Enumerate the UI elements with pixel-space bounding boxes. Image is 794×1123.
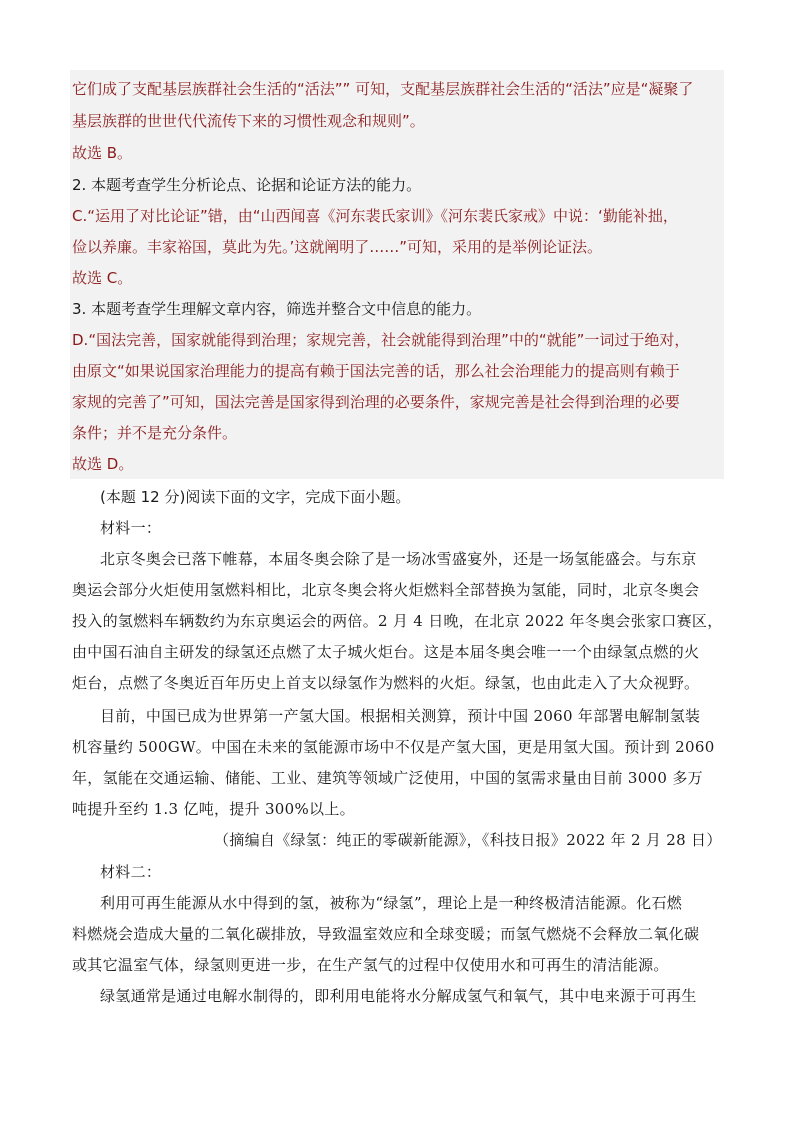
paragraph-line: 炬台，点燃了冬奥近百年历史上首支以绿氢作为燃料的火炬。绿氢，也由此走入了大众视野。 xyxy=(72,674,700,692)
material-two-label: 材料二： xyxy=(100,863,162,881)
paragraph-line: 或其它温室气体，绿氢则更进一步，在生产氢气的过程中仅使用水和可再生的清洁能源。 xyxy=(72,956,669,974)
answer-line: 俭以养廉。丰家裕国，莫此为先。’这就阐明了……”可知，采用的是举例论证法。 xyxy=(72,238,603,256)
paragraph-line: 机容量约 500GW。中国在未来的氢能源市场中不仅是产氢大国，更是用氢大国。预计到 2060 xyxy=(72,738,715,756)
answer-line: C.“运用了对比论证”错，由“山西闻喜《河东裴氏家训》《河东裴氏家戒》中说：‘勤能补拙， xyxy=(72,207,678,225)
answer-line: 故选 C。 xyxy=(72,269,133,287)
answer-line: 故选 D。 xyxy=(72,455,134,473)
answer-line: 家规的完善了”可知，国法完善是国家得到治理的必要条件，家规完善是社会得到治理的必要 xyxy=(72,393,680,411)
answer-line: 故选 B。 xyxy=(72,144,133,162)
question-analysis-heading: 3. 本题考查学生理解文章内容，筛选并整合文中信息的能力。 xyxy=(72,300,482,318)
paragraph-line: 料燃烧会造成大量的二氧化碳排放，导致温室效应和全球变暖；而氢气燃烧不会释放二氧化碳 xyxy=(72,925,700,943)
paragraph-line: 绿氢通常是通过电解水制得的，即利用电能将水分解成氢气和氧气，其中电来源于可再生 xyxy=(100,987,697,1005)
paragraph-line: 吨提升至约 1.3 亿吨，提升 300%以上。 xyxy=(72,800,355,818)
paragraph-line: 目前，中国已成为世界第一产氢大国。根据相关测算，预计中国 2060 年部署电解制氢装 xyxy=(100,707,701,725)
paragraph-line: 由中国石油自主研发的绿氢还点燃了太子城火炬台。这是本届冬奥会唯一一个由绿氢点燃的火 xyxy=(72,643,700,661)
answer-line: 条件；并不是充分条件。 xyxy=(72,424,238,442)
question-analysis-heading: 2. 本题考查学生分析论点、论据和论证方法的能力。 xyxy=(72,176,422,194)
answer-line: 它们成了支配基层族群社会生活的“活法”” 可知，支配基层族群社会生活的“活法”应是“凝聚了 xyxy=(72,80,694,98)
paragraph-line: 投入的氢燃料车辆数约为东京奥运会的两倍。2 月 4 日晚，在北京 2022 年冬奥会张家口赛区， xyxy=(72,612,723,630)
paragraph-line: 北京冬奥会已落下帷幕，本届冬奥会除了是一场冰雪盛宴外，还是一场氢能盛会。与东京 xyxy=(100,550,697,568)
answer-line: 基层族群的世世代代流传下来的习惯性观念和规则”。 xyxy=(72,112,425,130)
answer-line: D.“国法完善，国家就能得到治理；家规完善，社会就能得到治理”中的“就能”一词过于绝对， xyxy=(72,331,690,349)
paragraph-line: 奥运会部分火炬使用氢燃料相比，北京冬奥会将火炬燃料全部替换为氢能，同时，北京冬奥会 xyxy=(72,581,700,599)
answer-explanation-box xyxy=(70,70,724,479)
paragraph-line: 利用可再生能源从水中得到的氢，被称为“绿氢”，理论上是一种终极清洁能源。化石燃 xyxy=(100,894,683,912)
material-one-label: 材料一： xyxy=(100,519,162,537)
paragraph-line: 年，氢能在交通运输、储能、工业、建筑等领域广泛使用，中国的氢需求量由目前 3000 多万 xyxy=(72,769,703,787)
source-citation: （摘编自《绿氢：纯正的零碳新能源》，《科技日报》2022 年 2 月 28 日） xyxy=(214,831,722,849)
question-intro: (本题 12 分)阅读下面的文字，完成下面小题。 xyxy=(100,488,411,506)
answer-line: 由原文“如果说国家治理能力的提高有赖于国法完善的话，那么社会治理能力的提高则有赖于 xyxy=(72,362,680,380)
